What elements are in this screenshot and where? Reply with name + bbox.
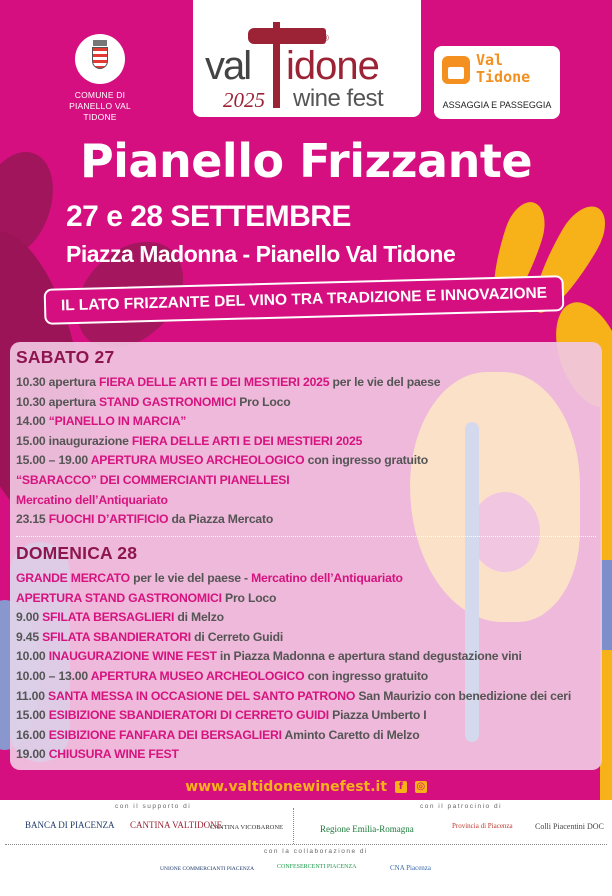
sponsor-logo-banca-di-piacenza: BANCA DI PIACENZA (25, 820, 115, 830)
list-item: 9.00 SFILATA BERSAGLIERI di Melzo (16, 610, 224, 625)
vt-name-line-1: Val (476, 51, 504, 69)
registered-mark: ® (321, 34, 330, 44)
divider (293, 808, 294, 844)
instagram-icon[interactable]: ◎ (416, 781, 426, 792)
sponsor-logo-cantina-valtidone: CANTINA VALTIDONE (130, 820, 223, 830)
list-item: 14.00 “PIANELLO IN MARCIA” (16, 414, 187, 429)
comune-logo (60, 34, 140, 123)
comune-line-1: COMUNE DI (74, 90, 126, 100)
divider (5, 844, 607, 845)
collab-label: con la collaborazione di (264, 848, 368, 855)
list-item: 10.00 – 13.00 APERTURA MUSEO ARCHEOLOGICO con ingresso gratuito (16, 668, 429, 683)
saturday-list (16, 373, 440, 530)
chef-hat-icon (442, 56, 470, 84)
list-item: 15.00 inaugurazione FIERA DELLE ARTI E DEI MESTIERI 2025 (16, 433, 363, 448)
support-label: con il supporto di (115, 803, 192, 810)
logo-year: 2025 (223, 88, 265, 112)
sunday-list (16, 569, 571, 765)
website-link[interactable]: www.valtidonewinefest.it (185, 779, 388, 795)
list-item: 9.45 SFILATA SBANDIERATORI di Cerreto Guidi (16, 629, 284, 644)
list-item: 15.00 – 19.00 APERTURA MUSEO ARCHEOLOGICO con ingresso gratuito (16, 453, 429, 468)
coat-of-arms-icon (75, 34, 125, 84)
patron-logo-colli-piacentini: Colli Piacentini DOC (535, 822, 604, 831)
event-title: Pianello Frizzante (79, 134, 533, 188)
list-item: 11.00 SANTA MESSA IN OCCASIONE DEL SANTO PATRONO San Maurizio con benedizione dei ceri (16, 688, 572, 703)
vt-name-line-2: Tidone (476, 68, 531, 86)
list-item: “SBARACCO” DEI COMMERCIANTI PIANELLESI (16, 472, 290, 487)
collab-logo-cna: CNA Piacenza (390, 864, 432, 872)
sponsors-strip (0, 800, 612, 896)
corkscrew-icon (248, 28, 326, 44)
comune-line-2: PIANELLO VAL TIDONE (69, 101, 131, 122)
collab-logo-confesercenti: CONFESERCENTI PIACENZA (277, 864, 357, 870)
list-item: 15.00 ESIBIZIONE SBANDIERATORI DI CERRETO GUIDI Piazza Umberto I (16, 708, 427, 723)
list-item: APERTURA STAND GASTRONOMICI Pro Loco (16, 590, 277, 605)
list-item: 19.00 CHIUSURA WINE FEST (16, 747, 179, 762)
decorative-shape (470, 492, 540, 572)
patron-logo-regione: Regione Emilia-Romagna (320, 824, 414, 834)
crown-icon (93, 40, 107, 46)
facebook-icon[interactable]: f (395, 781, 407, 793)
list-item: GRANDE MERCATO per le vie del paese - Mercatino dell’Antiquariato (16, 571, 403, 585)
corkscrew-stem-icon (273, 22, 280, 108)
patron-logo-provincia: Provincia di Piacenza (452, 822, 513, 830)
list-item: 10.30 apertura FIERA DELLE ARTI E DEI MESTIERI 2025 per le vie del paese (16, 375, 441, 389)
logo-winefest: wine fest (293, 85, 384, 112)
list-item: 16.00 ESIBIZIONE FANFARA DEI BERSAGLIERI Aminto Caretto di Melzo (16, 727, 420, 742)
day-heading-saturday: SABATO 27 (16, 347, 115, 367)
logo-val: val (205, 44, 251, 88)
website-footer (0, 779, 612, 795)
logo-idone: idone (286, 44, 379, 88)
sponsor-logo-cantina-vicobarone: CANTINA VICOBARONE (210, 824, 284, 831)
event-tagline: IL LATO FRIZZANTE DEL VINO TRA TRADIZIONE E INNOVAZIONE (44, 275, 565, 325)
vt-name (476, 52, 530, 86)
list-item: 23.15 FUOCHI D’ARTIFICIO da Piazza Mercato (16, 512, 274, 527)
list-item: Mercatino dell’Antiquariato (16, 492, 168, 507)
vt-slogan: ASSAGGIA E PASSEGGIA (442, 100, 552, 110)
patronage-label: con il patrocinio di (420, 803, 503, 810)
event-dates: 27 e 28 SETTEMBRE (66, 200, 351, 233)
valtidone-winefest-logo (193, 0, 421, 117)
shield-icon (92, 47, 108, 69)
program-panel (10, 342, 602, 770)
day-heading-sunday: DOMENICA 28 (16, 543, 138, 563)
val-tidone-brand-logo (434, 46, 560, 119)
day-separator (16, 536, 596, 537)
list-item: 10.30 apertura STAND GASTRONOMICI Pro Loco (16, 394, 291, 409)
collab-logo-unione-commercianti: UNIONE COMMERCIANTI PIACENZA (160, 866, 255, 872)
event-place: Piazza Madonna - Pianello Val Tidone (66, 241, 456, 267)
list-item: 10.00 INAUGURAZIONE WINE FEST in Piazza Madonna e apertura stand degustazione vini (16, 649, 522, 664)
